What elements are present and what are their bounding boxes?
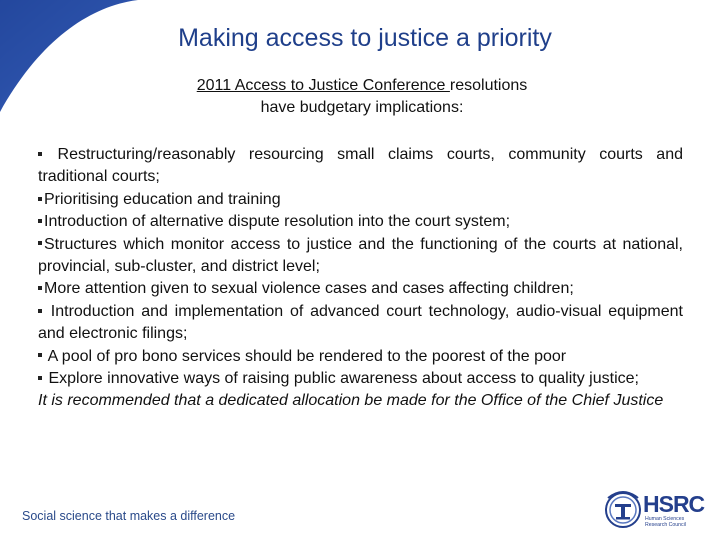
logo-letters: HSRC	[643, 491, 705, 517]
subtitle-rest: resolutions	[449, 77, 528, 94]
list-item: A pool of pro bono services should be rendered to the poorest of the poor	[38, 346, 683, 368]
footer-tagline: Social science that makes a difference	[22, 509, 236, 523]
resolution-list	[38, 144, 683, 413]
list-item: Introduction of alternative dispute resolution into the court system;	[38, 211, 683, 233]
bullet-icon	[38, 152, 42, 156]
subtitle-line2: have budgetary implications:	[260, 99, 464, 116]
list-item: Prioritising education and training	[38, 189, 683, 211]
hsrc-logo	[604, 488, 712, 532]
bullet-icon	[38, 376, 42, 380]
bullet-icon	[38, 219, 42, 223]
bullet-icon	[38, 353, 42, 357]
slide-subtitle	[0, 75, 720, 119]
bullet-icon	[38, 286, 42, 290]
slide-title: Making access to justice a priority	[178, 24, 552, 52]
list-item: Structures which monitor access to justice and the functioning of the courts at national, provincial, sub-cluster, and district level;	[38, 235, 683, 276]
logo-subtitle: Human Sciences Research Council	[645, 516, 686, 528]
list-item: Explore innovative ways of raising public awareness about access to quality justice;	[38, 368, 683, 390]
subtitle-underlined: 2011 Access to Justice Conference	[196, 77, 450, 94]
hsrc-emblem-icon	[604, 488, 642, 530]
bullet-icon	[38, 309, 42, 313]
bullet-icon	[38, 241, 42, 245]
list-item: Introduction and implementation of advanced court technology, audio-visual equipment and electronic filings;	[38, 302, 683, 343]
list-item: Restructuring/reasonably resourcing small claims courts, community courts and traditional courts;	[38, 146, 683, 186]
bullet-icon	[38, 197, 42, 201]
list-item: More attention given to sexual violence cases and cases affecting children;	[38, 278, 683, 300]
recommendation-text: It is recommended that a dedicated allocation be made for the Office of the Chief Justice	[38, 392, 664, 410]
